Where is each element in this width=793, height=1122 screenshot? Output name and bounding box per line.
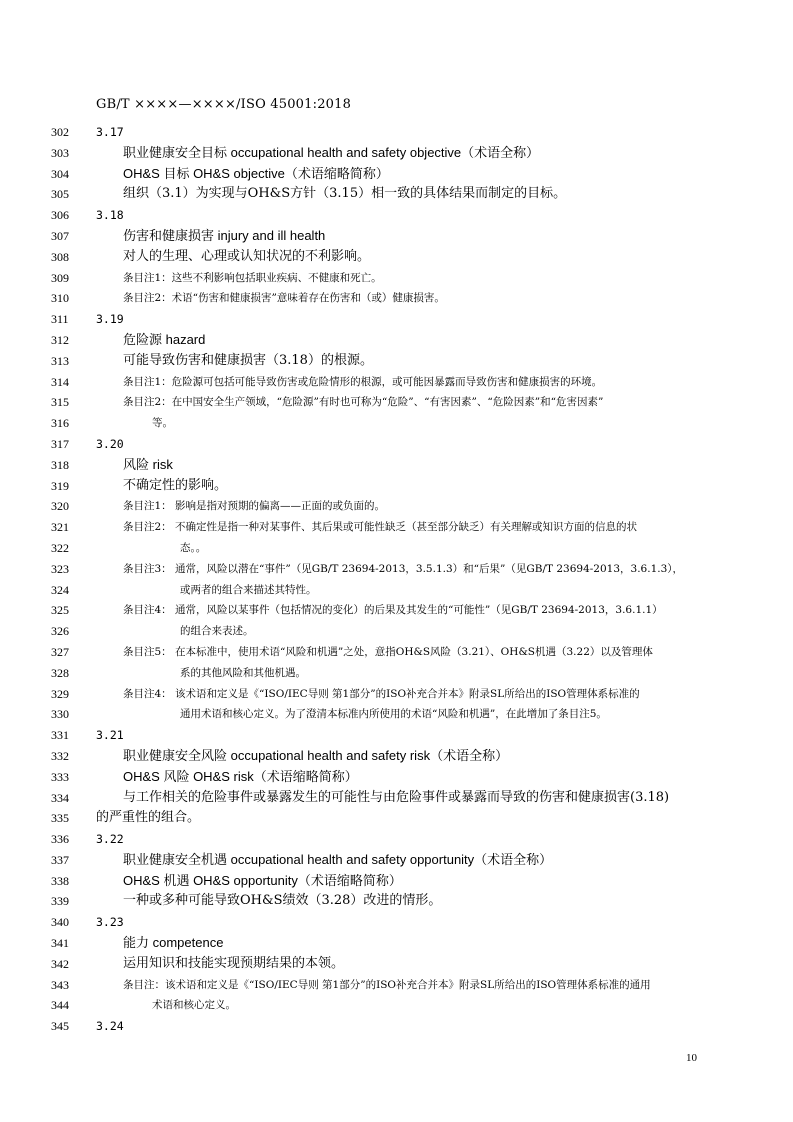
line-number: 340: [51, 915, 69, 930]
document-line: [0, 704, 793, 725]
line-text: 的严重性的组合。: [96, 810, 201, 826]
line-text: 条目注1： 影响是指对预期的偏离——正面的或负面的。: [123, 500, 386, 513]
line-number: 306: [51, 208, 69, 223]
document-line: [0, 476, 793, 497]
line-number: 342: [51, 956, 69, 971]
line-number: 339: [51, 894, 69, 909]
line-number: 304: [51, 166, 69, 181]
line-text: 条目注1：危险源可包括可能导致伤害或危险情形的根源，或可能因暴露而导致伤害和健康损害的环境。: [123, 375, 603, 388]
line-text: OH&S 风险 OH&S risk（术语缩略简称）: [123, 768, 358, 784]
line-text: 对人的生理、心理或认知状况的不利影响。: [123, 248, 371, 264]
line-text: 条目注2： 不确定性是指一种对某事件、其后果或可能性缺乏（甚至部分缺乏）有关理解或知识方面的信息的状: [123, 521, 638, 534]
line-text: 条目注2：术语“伤害和健康损害”意味着存在伤害和（或）健康损害。: [123, 292, 445, 305]
line-number: 316: [51, 416, 69, 431]
document-line: [0, 600, 793, 621]
line-number: 310: [51, 291, 69, 306]
document-line: [0, 850, 793, 871]
line-text: 3.22: [96, 832, 124, 847]
line-text: 不确定性的影响。: [123, 477, 228, 493]
line-number: 333: [51, 769, 69, 784]
line-text: 3.21: [96, 728, 124, 743]
document-line: [0, 372, 793, 393]
line-number: 343: [51, 977, 69, 992]
document-line: [0, 455, 793, 476]
document-line: [0, 496, 793, 517]
line-number: 345: [51, 1019, 69, 1034]
line-number: 335: [51, 811, 69, 826]
document-header: GB/T ××××—××××/ISO 45001:2018: [96, 97, 352, 112]
line-number: 303: [51, 145, 69, 160]
line-number: 326: [51, 624, 69, 639]
line-number: 325: [51, 603, 69, 618]
document-line: [0, 954, 793, 975]
document-line: [0, 268, 793, 289]
document-line: [0, 164, 793, 185]
document-line: [0, 184, 793, 205]
document-line: [0, 392, 793, 413]
line-number: 334: [51, 790, 69, 805]
line-number: 341: [51, 936, 69, 951]
line-text: 职业健康安全风险 occupational health and safety risk（术语全称）: [123, 747, 509, 763]
document-line: [0, 1016, 793, 1037]
line-text: 与工作相关的危险事件或暴露发生的可能性与由危险事件或暴露而导致的伤害和健康损害(3.18): [123, 789, 670, 805]
line-text: 一种或多种可能导致OH&S绩效（3.28）改进的情形。: [123, 893, 442, 909]
line-number: 332: [51, 748, 69, 763]
line-text: 条目注1：这些不利影响包括职业疾病、不健康和死亡。: [123, 271, 382, 284]
line-number: 302: [51, 125, 69, 139]
document-line: [0, 995, 793, 1016]
document-line: [0, 788, 793, 809]
document-line: [0, 829, 793, 850]
document-line: [0, 226, 793, 247]
line-number: 319: [51, 478, 69, 493]
line-text: 术语和核心定义。: [152, 999, 236, 1012]
line-number: 321: [51, 520, 69, 535]
line-number: 336: [51, 832, 69, 847]
document-line: [0, 746, 793, 767]
line-text: 3.20: [96, 436, 124, 451]
document-line: [0, 413, 793, 434]
document-line: [0, 621, 793, 642]
line-text: 能力 competence: [123, 935, 224, 951]
line-number: 317: [51, 436, 69, 451]
line-text: 条目注2：在中国安全生产领域，“危险源”有时也可称为“危险”、“有害因素”、“危险因素”和“危害因素”: [123, 396, 604, 409]
line-number: 328: [51, 665, 69, 680]
document-line: [0, 975, 793, 996]
line-number: 344: [51, 998, 69, 1013]
line-number: 315: [51, 395, 69, 410]
line-text: 职业健康安全目标 occupational health and safety objective（术语全称）: [123, 144, 540, 160]
line-text: 3.24: [96, 1019, 124, 1034]
document-line: [0, 808, 793, 829]
line-text: 条目注4： 通常，风险以某事件（包括情况的变化）的后果及其发生的“可能性”（见GB/T 23694-2013，3.6.1.1）: [123, 604, 663, 617]
document-line: [0, 309, 793, 330]
document-line: [0, 912, 793, 933]
document-line: [0, 725, 793, 746]
line-text: 风险 risk: [123, 456, 173, 472]
line-text: 3.17: [96, 125, 124, 139]
line-text: 条目注4： 该术语和定义是《“ISO/IEC导则 第1部分”的ISO补充合并本》附录SL所给出的ISO管理体系标准的: [123, 687, 640, 700]
line-number: 307: [51, 228, 69, 243]
line-number: 313: [51, 353, 69, 368]
line-number: 327: [51, 644, 69, 659]
line-text: 条目注3： 通常，风险以潜在“事件”（见GB/T 23694-2013，3.5.1.3）和“后果”（见GB/T 23694-2013，3.6.1.3），: [123, 562, 684, 575]
document-line: [0, 122, 793, 143]
document-line: [0, 684, 793, 705]
line-text: 等。: [152, 417, 173, 430]
line-text: 职业健康安全机遇 occupational health and safety opportunity（术语全称）: [123, 851, 553, 867]
line-number: 323: [51, 561, 69, 576]
line-number: 338: [51, 873, 69, 888]
line-number: 308: [51, 249, 69, 264]
line-number: 305: [51, 187, 69, 202]
line-number: 314: [51, 374, 69, 389]
line-number: 318: [51, 457, 69, 472]
line-text: 条目注：该术语和定义是《“ISO/IEC导则 第1部分”的ISO补充合并本》附录SL所给出的ISO管理体系标准的通用: [123, 978, 651, 991]
line-number: 309: [51, 270, 69, 285]
line-text: 可能导致伤害和健康损害（3.18）的根源。: [123, 352, 373, 368]
line-number: 311: [51, 312, 69, 327]
line-text: 系的其他风险和其他机遇。: [180, 666, 306, 679]
document-line: [0, 933, 793, 954]
line-text: 危险源 hazard: [123, 331, 206, 347]
line-text: 伤害和健康损害 injury and ill health: [123, 227, 326, 243]
line-text: 条目注5： 在本标准中，使用术语“风险和机遇”之处，意指OH&S风险（3.21）、OH&S机遇（3.22）以及管理体: [123, 645, 653, 658]
line-text: 3.18: [96, 208, 124, 223]
document-line: [0, 288, 793, 309]
line-text: 组织（3.1）为实现与OH&S方针（3.15）相一致的具体结果而制定的目标。: [123, 186, 567, 202]
line-number: 330: [51, 707, 69, 722]
line-text: 的组合来表述。: [180, 625, 254, 638]
line-text: OH&S 机遇 OH&S opportunity（术语缩略简称）: [123, 872, 402, 888]
document-line: [0, 143, 793, 164]
line-number: 337: [51, 852, 69, 867]
line-number: 322: [51, 540, 69, 555]
line-number: 312: [51, 332, 69, 347]
line-text: 运用知识和技能实现预期结果的本领。: [123, 955, 345, 971]
document-line: [0, 330, 793, 351]
document-line: [0, 434, 793, 455]
page-number: 10: [686, 1052, 697, 1064]
line-text: 3.19: [96, 312, 124, 327]
document-line: [0, 559, 793, 580]
document-line: [0, 871, 793, 892]
document-line: [0, 538, 793, 559]
line-text: 3.23: [96, 915, 124, 930]
document-line: [0, 642, 793, 663]
document-line: [0, 247, 793, 268]
document-line: [0, 767, 793, 788]
line-text: 态。。: [180, 541, 207, 554]
document-line: [0, 205, 793, 226]
line-text: 或两者的组合来描述其特性。: [180, 583, 317, 596]
line-text: OH&S 目标 OH&S objective（术语缩略简称）: [123, 165, 389, 181]
document-line: [0, 580, 793, 601]
document-line: [0, 351, 793, 372]
document-line: [0, 663, 793, 684]
document-body: [0, 122, 793, 1037]
line-number: 320: [51, 499, 69, 514]
line-number: 324: [51, 582, 69, 597]
document-line: [0, 891, 793, 912]
line-number: 329: [51, 686, 69, 701]
document-line: [0, 517, 793, 538]
line-number: 331: [51, 728, 69, 743]
line-text: 通用术语和核心定义。为了澄清本标准内所使用的术语“风险和机遇”，在此增加了条目注5。: [180, 708, 607, 721]
